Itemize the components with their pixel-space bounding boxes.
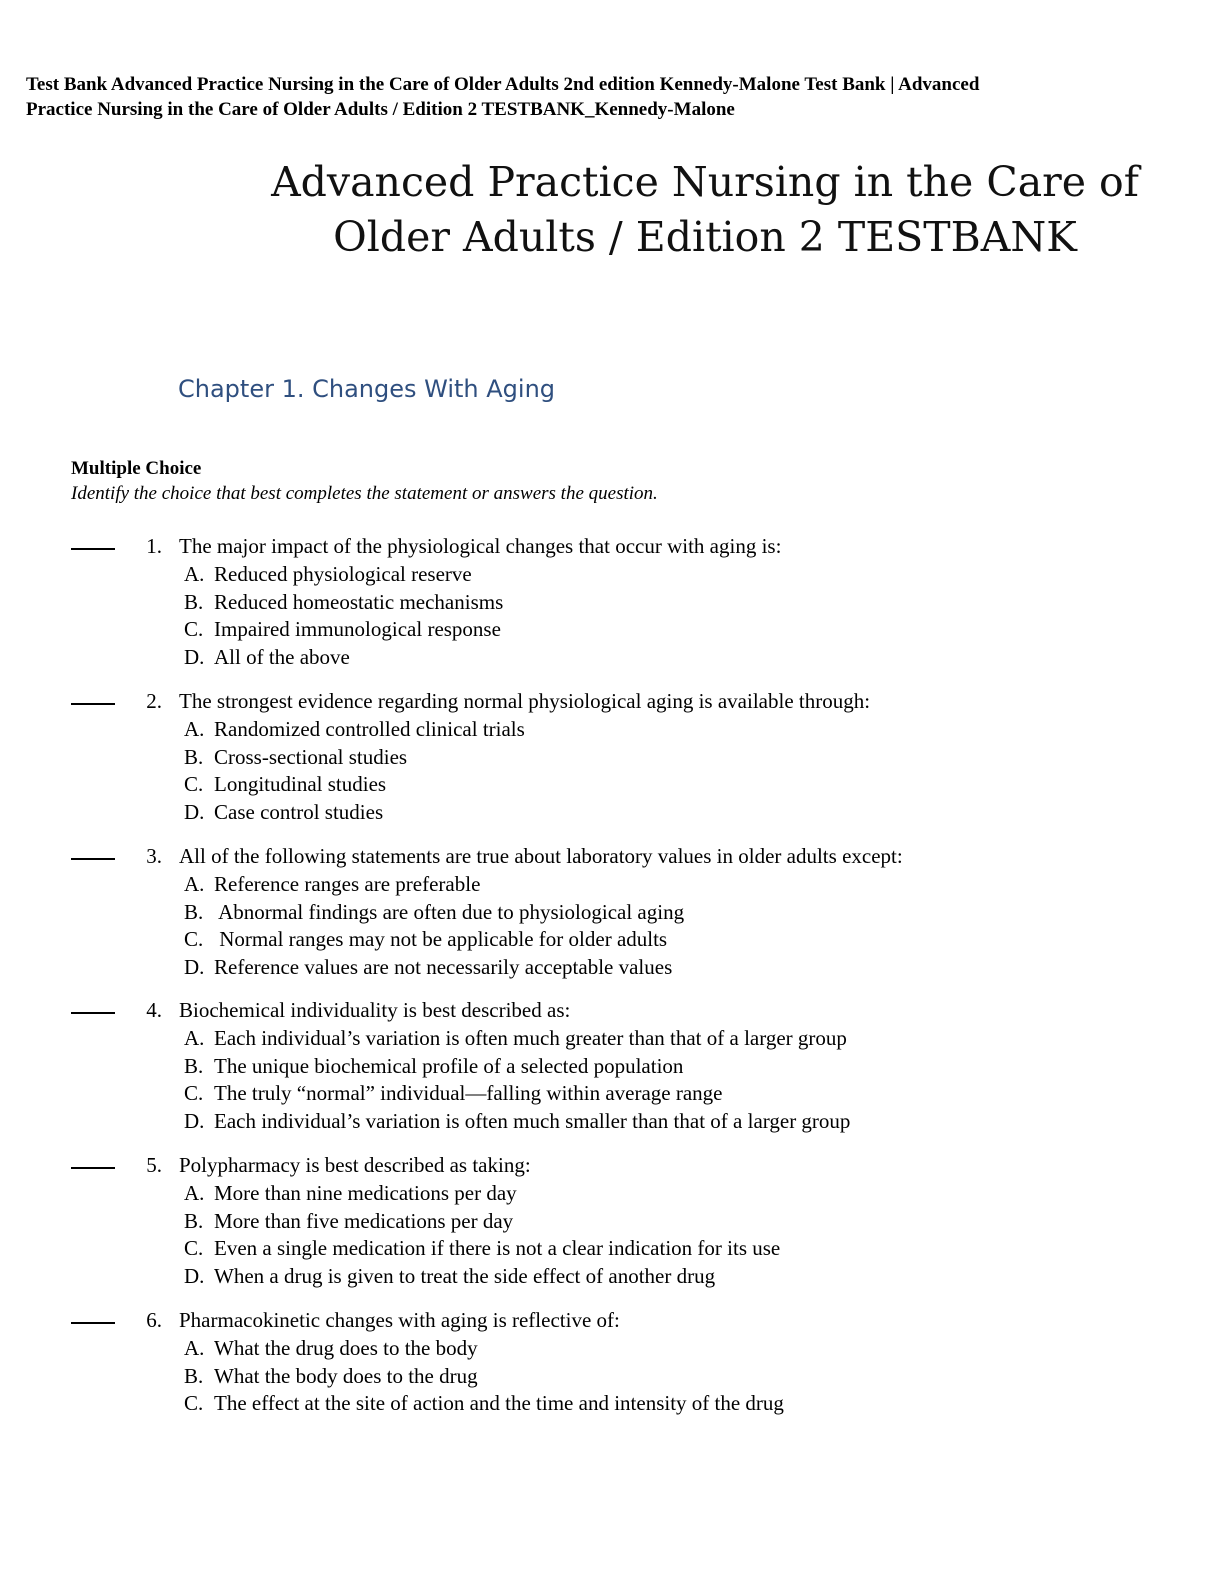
choice-text: Reduced physiological reserve: [214, 562, 472, 586]
answer-choice: [184, 1179, 517, 1207]
question-number: 4.: [146, 998, 162, 1022]
question-number: 2.: [146, 689, 162, 713]
choice-text: The truly “normal” individual—falling within average range: [214, 1081, 723, 1105]
question-stem: The strongest evidence regarding normal physiological aging is available through:: [179, 689, 871, 713]
choice-letter: B.: [184, 589, 204, 614]
choice-letter: C.: [184, 1236, 204, 1260]
answer-blank[interactable]: [71, 858, 115, 860]
choice-letter: B.: [184, 899, 204, 924]
section-heading: Multiple Choice: [71, 458, 202, 479]
answer-blank[interactable]: [71, 1322, 115, 1324]
document-header-line-2: Practice Nursing in the Care of Older Adults / Edition 2 TESTBANK_Kennedy-Malone: [26, 99, 735, 120]
answer-choice: [184, 898, 684, 926]
answer-choice: [184, 643, 350, 671]
choice-letter: A.: [184, 872, 205, 896]
choice-letter: B.: [184, 1208, 204, 1233]
section-instructions: Identify the choice that best completes the statement or answers the question.: [71, 483, 658, 504]
answer-choice: [184, 870, 480, 898]
choice-text: Randomized controlled clinical trials: [214, 717, 525, 741]
answer-choice: [184, 770, 386, 798]
choice-letter: B.: [184, 1053, 204, 1078]
question-number: 5.: [146, 1153, 162, 1177]
answer-choice: [184, 953, 672, 981]
answer-choice: [184, 1079, 723, 1107]
choice-text: What the body does to the drug: [214, 1363, 478, 1388]
answer-choice: [184, 1334, 478, 1362]
choice-letter: B.: [184, 1363, 204, 1388]
choice-letter: C.: [184, 617, 204, 641]
choice-text: Abnormal findings are often due to physiological aging: [214, 899, 685, 924]
choice-text: Even a single medication if there is not a clear indication for its use: [214, 1236, 781, 1260]
choice-text: Reference ranges are preferable: [214, 872, 481, 896]
answer-blank[interactable]: [71, 548, 115, 550]
answer-blank[interactable]: [71, 703, 115, 705]
answer-choice: [184, 798, 383, 826]
choice-letter: D.: [184, 1263, 205, 1288]
answer-choice: [184, 1262, 715, 1290]
choice-text: Longitudinal studies: [214, 772, 387, 796]
question-stem: The major impact of the physiological changes that occur with aging is:: [179, 534, 782, 558]
answer-choice: [184, 1207, 513, 1235]
choice-text: Case control studies: [214, 799, 384, 824]
answer-blank[interactable]: [71, 1012, 115, 1014]
choice-letter: D.: [184, 1108, 205, 1133]
choice-text: Each individual’s variation is often much greater than that of a larger group: [214, 1026, 847, 1050]
question-stem: Polypharmacy is best described as taking:: [179, 1153, 531, 1177]
choice-text: When a drug is given to treat the side effect of another drug: [214, 1263, 716, 1288]
question-number: 6.: [146, 1308, 162, 1332]
answer-choice: [184, 1107, 850, 1135]
question-stem: All of the following statements are true about laboratory values in older adults except:: [179, 844, 903, 868]
answer-choice: [184, 1052, 683, 1080]
choice-letter: A.: [184, 1336, 205, 1360]
question-number: 1.: [146, 534, 162, 558]
choice-text: More than nine medications per day: [214, 1181, 517, 1205]
choice-letter: C.: [184, 772, 204, 796]
choice-text: The effect at the site of action and the time and intensity of the drug: [214, 1391, 784, 1415]
choice-text: All of the above: [214, 644, 350, 669]
document-title-line-1: Advanced Practice Nursing in the Care of: [271, 158, 1139, 206]
choice-letter: A.: [184, 717, 205, 741]
answer-choice: [184, 1024, 847, 1052]
choice-letter: C.: [184, 1391, 204, 1415]
choice-letter: B.: [184, 744, 204, 769]
choice-text: Cross-sectional studies: [214, 744, 408, 769]
answer-choice: [184, 1362, 478, 1390]
choice-letter: C.: [184, 927, 204, 951]
question-stem: Pharmacokinetic changes with aging is reflective of:: [179, 1308, 620, 1332]
choice-text: Reference values are not necessarily acceptable values: [214, 954, 673, 979]
choice-text: Each individual’s variation is often much smaller than that of a larger group: [214, 1108, 851, 1133]
choice-letter: C.: [184, 1081, 204, 1105]
answer-choice: [184, 925, 667, 953]
answer-blank[interactable]: [71, 1167, 115, 1169]
choice-text: Normal ranges may not be applicable for older adults: [214, 927, 668, 951]
choice-text: The unique biochemical profile of a selected population: [214, 1053, 684, 1078]
choice-letter: D.: [184, 644, 205, 669]
answer-choice: [184, 560, 472, 588]
choice-letter: D.: [184, 954, 205, 979]
chapter-heading: Chapter 1. Changes With Aging: [178, 375, 556, 403]
choice-letter: A.: [184, 1181, 205, 1205]
choice-text: More than five medications per day: [214, 1208, 514, 1233]
document-title-line-2: Older Adults / Edition 2 TESTBANK: [333, 213, 1077, 261]
choice-letter: D.: [184, 799, 205, 824]
choice-text: Reduced homeostatic mechanisms: [214, 589, 504, 614]
answer-choice: [184, 715, 525, 743]
question-number: 3.: [146, 844, 162, 868]
choice-letter: A.: [184, 562, 205, 586]
answer-choice: [184, 743, 407, 771]
answer-choice: [184, 588, 503, 616]
choice-text: What the drug does to the body: [214, 1336, 478, 1360]
question-stem: Biochemical individuality is best described as:: [179, 998, 571, 1022]
answer-choice: [184, 1234, 780, 1262]
choice-text: Impaired immunological response: [214, 617, 501, 641]
document-header-line-1: Test Bank Advanced Practice Nursing in the Care of Older Adults 2nd edition Kennedy-Malone Test Bank | Advanced: [26, 74, 980, 95]
answer-choice: [184, 1389, 784, 1417]
answer-choice: [184, 615, 501, 643]
choice-letter: A.: [184, 1026, 205, 1050]
